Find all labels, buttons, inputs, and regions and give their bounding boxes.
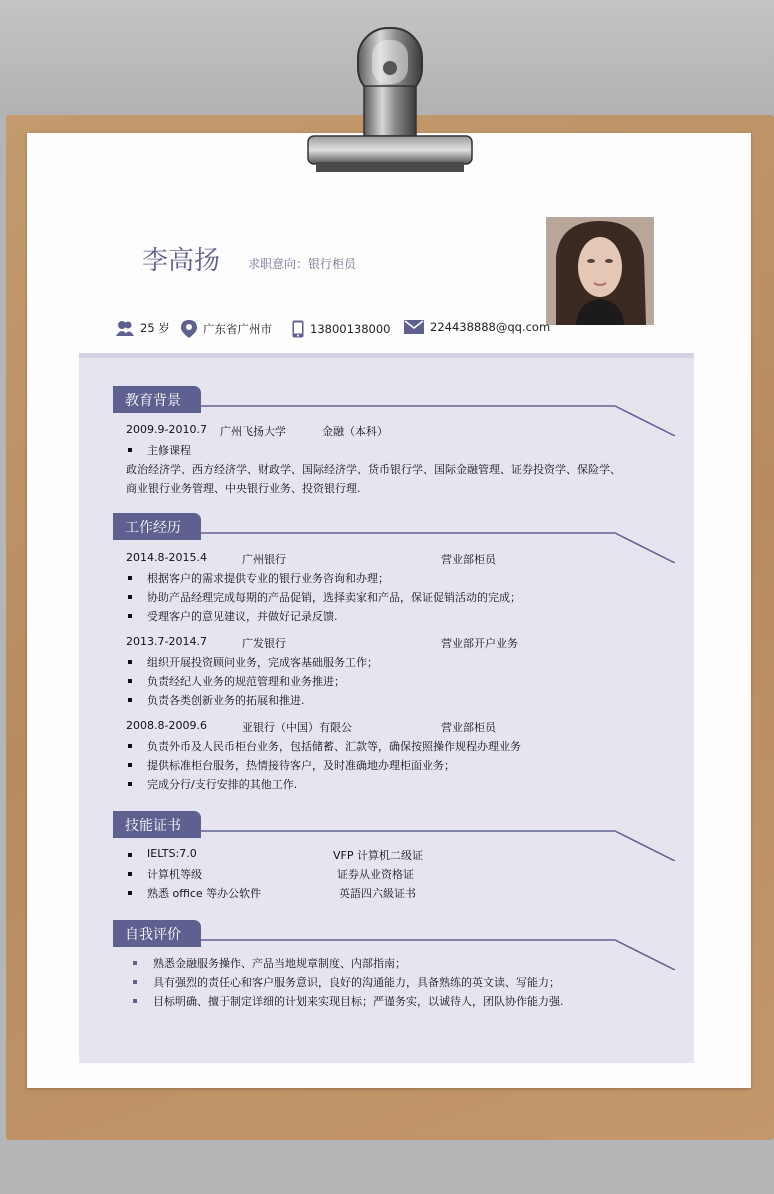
bullet: [128, 595, 132, 599]
bullet: [128, 891, 132, 895]
edu-major: 金融（本科）: [322, 425, 388, 438]
section-title-work: 工作经历: [113, 513, 201, 540]
location-item: [181, 320, 272, 338]
skill-item: 英語四六級证书: [339, 887, 416, 900]
job-role: 营业部开户业务: [441, 637, 518, 650]
location-pin-icon: [181, 320, 197, 338]
location-text: 广东省广州市: [203, 322, 272, 336]
job-company: 广发银行: [242, 637, 286, 650]
bullet: [128, 576, 132, 580]
job-duty: 组织开展投资顾问业务，完成客基础服务工作；: [147, 656, 378, 669]
job-role: 营业部柜员: [441, 553, 496, 566]
job-duty: 完成分行/支行安排的其他工作.: [147, 778, 298, 791]
job-company: 亚银行（中国）有限公: [242, 721, 352, 734]
job-period: 2008.8-2009.6: [126, 719, 207, 732]
bullet: [133, 980, 137, 984]
bullet: [128, 872, 132, 876]
mail-icon: [404, 320, 424, 334]
edu-school: 广州飞扬大学: [220, 425, 286, 438]
phone-icon: [292, 320, 304, 338]
phone-text: 13800138000: [310, 322, 391, 336]
section-title-self: 自我评价: [113, 920, 201, 947]
job-role: 营业部柜员: [441, 721, 496, 734]
job-duty: 负责经纪人业务的规范管理和业务推进；: [147, 675, 345, 688]
email-text: 224438888@qq.com: [430, 320, 551, 334]
job-duty: 协助产品经理完成每期的产品促销，选择卖家和产品，保证促销活动的完成；: [147, 591, 521, 604]
section-divider: [200, 821, 680, 861]
job-period: 2014.8-2015.4: [126, 551, 207, 564]
bullet: [133, 999, 137, 1003]
skill-item: 计算机等级: [147, 868, 202, 881]
profile-photo: [546, 217, 654, 325]
edu-course-line: 商业银行业务管理、中央银行业务、投资银行理.: [126, 482, 361, 495]
bullet: [128, 660, 132, 664]
job-duty: 受理客户的意见建议，并做好记录反馈.: [147, 610, 338, 623]
job-company: 广州银行: [242, 553, 286, 566]
skill-item: 证券从业资格证: [337, 868, 414, 881]
email-item: [404, 320, 550, 334]
binder-clip-icon: [306, 26, 474, 176]
self-item: 具有强烈的责任心和客户服务意识，良好的沟通能力，具备熟练的英文读、写能力；: [153, 976, 560, 989]
person-icon: [116, 320, 134, 336]
job-duty: 提供标准柜台服务，热情接待客户，及时准确地办理柜面业务；: [147, 759, 455, 772]
section-title-skills: 技能证书: [113, 811, 201, 838]
skill-item: 熟悉 office 等办公软件: [147, 887, 262, 900]
bullet: [128, 698, 132, 702]
job-duty: 负责外币及人民币柜台业务，包括储蓄、汇款等，确保按照操作规程办理业务: [147, 740, 521, 753]
bullet: [128, 853, 132, 857]
section-title-education: 教育背景: [113, 386, 201, 413]
job-intent: 求职意向：银行柜员: [248, 257, 357, 271]
bullet: [128, 448, 132, 452]
bullet: [128, 679, 132, 683]
age-item: [116, 320, 170, 336]
skill-item: IELTS:7.0: [147, 847, 197, 860]
job-duty: 根据客户的需求提供专业的银行业务咨询和办理；: [147, 572, 389, 585]
bullet: [128, 744, 132, 748]
self-item: 目标明确、擅于制定详细的计划来实现目标；严谨务实，以诚待人，团队协作能力强.: [153, 995, 564, 1008]
self-item: 熟悉金融服务操作、产品当地规章制度、内部指南；: [153, 957, 406, 970]
job-period: 2013.7-2014.7: [126, 635, 207, 648]
edu-course-line: 政治经济学、西方经济学、财政学、国际经济学、货币银行学、国际金融管理、证券投资学、保险学、: [126, 463, 621, 476]
age-text: 25 岁: [140, 321, 170, 335]
bullet: [128, 782, 132, 786]
bullet: [133, 961, 137, 965]
bullet: [128, 763, 132, 767]
job-duty: 负责各类创新业务的拓展和推进.: [147, 694, 305, 707]
skill-item: VFP 计算机二级证: [333, 849, 423, 862]
candidate-name: 李高扬: [142, 246, 221, 276]
bullet: [128, 614, 132, 618]
edu-period: 2009.9-2010.7: [126, 423, 207, 436]
edu-course-label: 主修课程: [147, 444, 191, 457]
phone-item: [292, 320, 390, 338]
